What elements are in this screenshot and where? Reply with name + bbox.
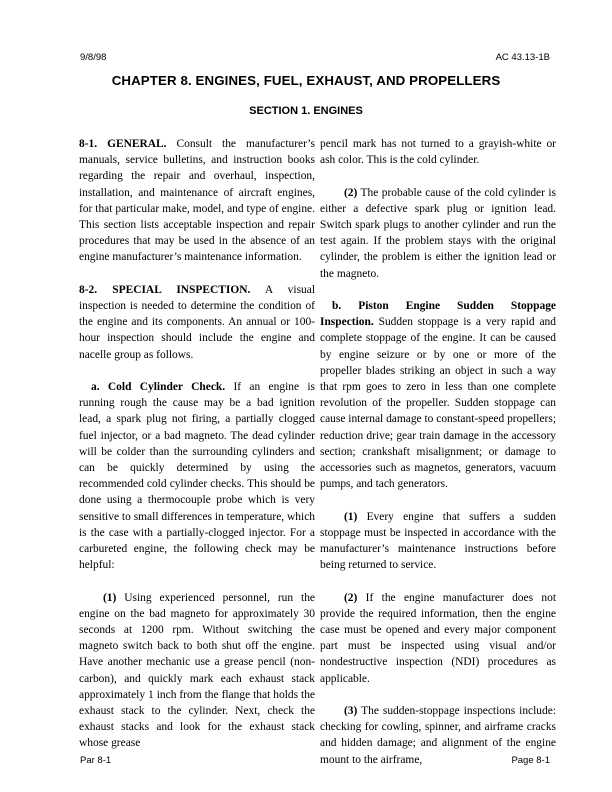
right-column: [320, 136, 556, 784]
paragraph-heading: a. Cold Cylinder Check.: [91, 381, 226, 394]
paragraph-heading: (1): [103, 591, 117, 604]
chapter-title: CHAPTER 8. ENGINES, FUEL, EXHAUST, AND PROPELLERS: [111, 73, 501, 88]
paragraph-heading: 8-1. GENERAL.: [79, 138, 167, 150]
footer-paragraph-ref: Par 8-1: [80, 755, 112, 766]
paragraph-8-2-special-inspection: [79, 282, 315, 363]
paragraph-text: Every engine that suffers a sudden stoppage must be inspected in accordance with the manufacturer’s maintenance instructions before being returned to service.: [320, 510, 556, 572]
header-document-id: AC 43.13-1B: [495, 52, 550, 63]
header-date: 9/8/98: [80, 52, 107, 63]
paragraph-a-1: [79, 590, 315, 752]
paragraph-text: A visual inspection is needed to determine the condition of the engine and its components. An annual or 100-hour inspection should include the engine and nacelle group as follows.: [79, 283, 315, 361]
paragraph-heading: (2): [344, 186, 358, 199]
paragraph-text: The probable cause of the cold cylinder is either a defective spark plug or ignition lead. Switch spark plugs to another cylinder and run the test again. If the problem stays with the original cylinder, the problem is either the ignition lead or the magneto.: [320, 186, 556, 280]
paragraph-text: Consult the manufacturer’s manuals, service bulletins, and instruction books regarding the repair and overhaul, inspection, installation, and maintenance of aircraft engines, for that particular make, model, and type of engine. This section lists acceptable inspection and repair procedures that may be used in the absence of an engine manufacturer’s maintenance information.: [79, 138, 315, 264]
paragraph-text: Using experienced personnel, run the engine on the bad magneto for approximately 30 seconds at 1200 rpm. Without switching the magneto switch back to both shut off the engine. Have another mechanic use a grease pencil (non-carbon), and quickly mark each exhaust stack approximately 1 inch from the flange that holds the exhaust stack to the cylinder. Next, check the exhaust stacks and look for the exhaust stack whose grease: [79, 591, 315, 750]
paragraph-text: The sudden-stoppage inspections include: checking for cowling, spinner, and airframe cracks and hidden damage; and alignment of the engine mount to the airframe,: [320, 705, 556, 766]
paragraph-a-cold-cylinder-check: [79, 379, 315, 573]
paragraph-heading: (1): [344, 510, 358, 523]
paragraph-b-1: [320, 509, 556, 574]
paragraph-text: If an engine is running rough the cause may be a bad ignition lead, a spark plug not firing, a partially clogged fuel injector, or a bad magneto. The dead cylinder will be colder than the surrounding cylinders and can be quickly determined by using the recommended cold cylinder checks. This should be done using a thermocouple probe which is very sensitive to small differences in temperature, which is the case with a partially-clogged injector. For a carbureted engine, the following check may be helpful:: [79, 381, 316, 572]
paragraph-8-1-general: [79, 136, 315, 266]
section-title: SECTION 1. ENGINES: [249, 105, 363, 117]
paragraph-a-1-continued: [320, 136, 556, 168]
paragraph-heading: (2): [344, 591, 358, 604]
paragraph-heading: (3): [344, 705, 358, 718]
paragraph-b-2: [320, 590, 556, 687]
paragraph-heading: b. Piston Engine Sudden Stoppage Inspection.: [320, 300, 556, 329]
paragraph-text: pencil mark has not turned to a grayish-white or ash color. This is the cold cylinder.: [320, 138, 556, 167]
footer-page-number: Page 8-1: [511, 755, 550, 766]
paragraph-b-sudden-stoppage: [320, 298, 556, 492]
paragraph-heading: 8-2. SPECIAL INSPECTION.: [79, 283, 251, 296]
paragraph-text: If the engine manufacturer does not provide the required information, then the engine case must be opened and every major component part must be inspected using visual and/or nondestructive inspection (NDI) procedures as applicable.: [320, 591, 556, 685]
paragraph-text: Sudden stoppage is a very rapid and complete stoppage of the engine. It can be caused by engine seizure or by one or more of the propeller blades striking an object in such a way that rpm goes to zero in less than one complete revolution of the propeller. Sudden stoppage can cause internal damage to constant-speed propellers; reduction drive; gear train damage in the accessory section; crankshaft misalignment; or damage to accessories such as magnetos, generators, vacuum pumps, and tach generators.: [320, 316, 556, 491]
paragraph-a-2: [320, 185, 556, 282]
left-column: [79, 136, 315, 768]
